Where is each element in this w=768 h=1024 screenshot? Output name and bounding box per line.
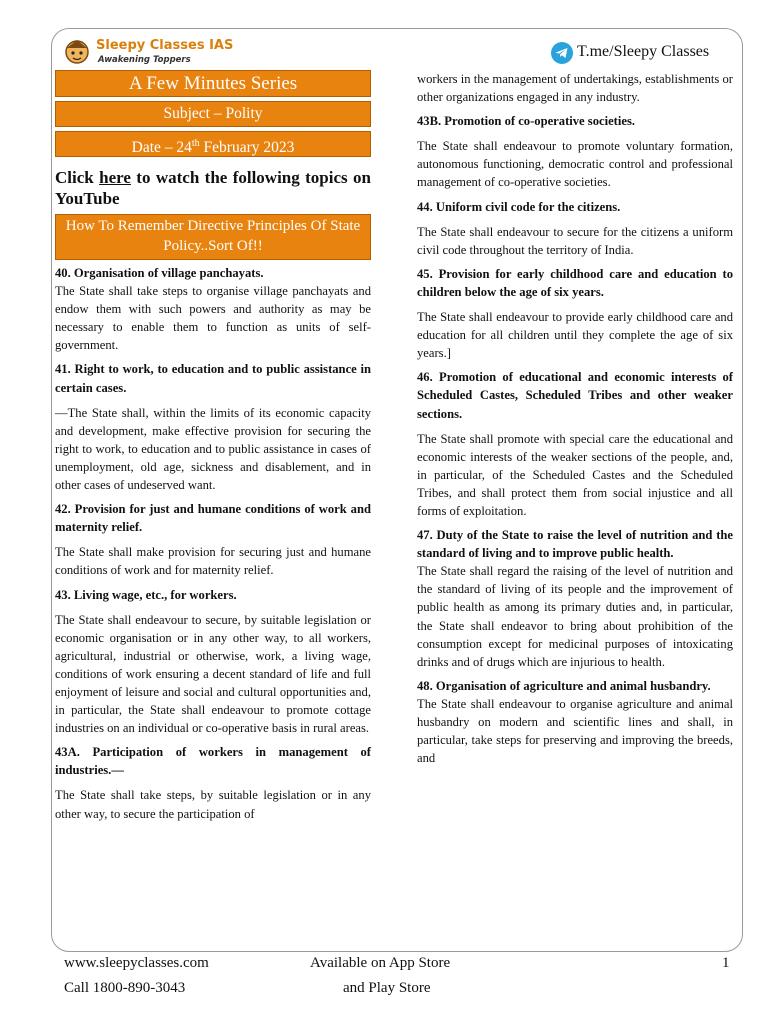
article-41-text: —The State shall, within the limits of its economic capacity and development, make effective provision for securing the right to work, to education and to public assistance in cases of unemployment, old age, sickness and disablement, and in other cases of undeserved want. <box>55 405 371 493</box>
article-46-text: The State shall promote with special care the educational and economic interests of the weaker sections of the people, and, in particular, of the Scheduled Castes and the Scheduled Tribes, and shall protect them from social injustice and all forms of exploitation. <box>417 431 733 518</box>
article-40-heading: 40. Organisation of village panchayats. <box>55 266 264 280</box>
subject-banner: Subject – Polity <box>55 101 371 127</box>
click-before: Click <box>55 168 100 187</box>
article-43b-text: The State shall endeavour to promote voluntary formation, autonomous functioning, democratic control and professional management of co-operative societies. <box>417 139 733 190</box>
date-prefix: Date – 24 <box>131 139 192 157</box>
article-44-heading: 44. Uniform civil code for the citizens. <box>417 199 621 214</box>
article-43-heading: 43. Living wage, etc., for workers. <box>55 587 237 602</box>
youtube-link[interactable]: here <box>99 168 131 187</box>
article-43a-text: The State shall take steps, by suitable legislation or in any other way, to secure the participation of <box>55 788 371 821</box>
topic-banner: How To Remember Directive Principles Of State Policy..Sort Of!! <box>55 214 371 260</box>
article-43a-heading: 43A. Participation of workers in management of industries.— <box>55 745 371 778</box>
date-suffix-sup: th <box>191 138 200 149</box>
article-45-text: The State shall endeavour to provide early childhood care and education for all children until they complete the age of six years.] <box>417 310 733 361</box>
click-after: to watch the following topics on YouTube <box>55 168 371 208</box>
article-47-heading: 47. Duty of the State to raise the level of nutrition and the standard of living and to improve public health. <box>417 528 733 561</box>
mascot-icon <box>62 36 92 66</box>
article-41-heading: 41. Right to work, to education and to public assistance in certain cases. <box>55 362 371 395</box>
sleepy-classes-logo[interactable] <box>62 36 282 70</box>
logo-tagline: Awakening Toppers <box>98 55 191 65</box>
right-column <box>417 70 733 767</box>
article-43-text: The State shall endeavour to secure, by suitable legislation or economic organisation or in any other way, to all workers, agricultural, industrial or otherwise, work, a living wage, conditions of work ensuring a decent standard of life and full enjoyment of leisure and social and cultural opportunities and, in particular, the State shall endeavour to promote cottage industries on an individual or co-operative basis in rural areas. <box>55 612 371 736</box>
telegram-text: T.me/Sleepy Classes <box>577 43 710 60</box>
article-48-text: The State shall endeavour to organise agriculture and animal husbandry on modern and scientific lines and shall, in particular, take steps for preserving and improving the breeds, and <box>417 696 733 766</box>
footer-store-line-2: and Play Store <box>343 980 431 996</box>
article-42-heading: 42. Provision for just and humane conditions of work and maternity relief. <box>55 502 371 535</box>
footer-store-line-1: Available on App Store <box>310 955 451 971</box>
date-banner <box>55 131 371 157</box>
date-suffix: February 2023 <box>199 139 295 157</box>
logo-title: Sleepy Classes IAS <box>96 38 234 53</box>
article-48-heading: 48. Organisation of agriculture and animal husbandry. <box>417 678 711 693</box>
series-banner: A Few Minutes Series <box>55 70 371 97</box>
left-column <box>55 70 371 823</box>
article-44-text: The State shall endeavour to secure for the citizens a uniform civil code throughout the territory of India. <box>417 224 733 257</box>
article-45-heading: 45. Provision for early childhood care and education to children below the age of six years. <box>417 266 733 299</box>
youtube-callout <box>55 167 371 209</box>
article-43a-continued: workers in the management of undertakings, establishments or other organizations engaged in any industry. <box>417 72 733 105</box>
article-40-text: The State shall take steps to organise village panchayats and endow them with such powers and authority as may be necessary to enable them to function as units of self-government. <box>55 284 371 353</box>
page-number: 1 <box>722 955 730 971</box>
article-43b-heading: 43B. Promotion of co-operative societies. <box>417 114 636 129</box>
telegram-icon <box>551 42 573 64</box>
article-46-heading: 46. Promotion of educational and economic interests of Scheduled Castes, Scheduled Tribes and other weaker sections. <box>417 370 733 421</box>
article-42-text: The State shall make provision for securing just and humane conditions of work and for maternity relief. <box>55 545 371 578</box>
footer-website[interactable]: www.sleepyclasses.com <box>64 955 209 971</box>
article-47-text: The State shall regard the raising of the level of nutrition and the standard of living of its people and the improvement of public health as among its primary duties and, in particular, the State shall endeavor to bring about prohibition of the consumption except for medicinal purposes of intoxicating drinks and of drugs which are injurious to health. <box>417 564 733 669</box>
footer-phone: Call 1800-890-3043 <box>64 980 186 996</box>
